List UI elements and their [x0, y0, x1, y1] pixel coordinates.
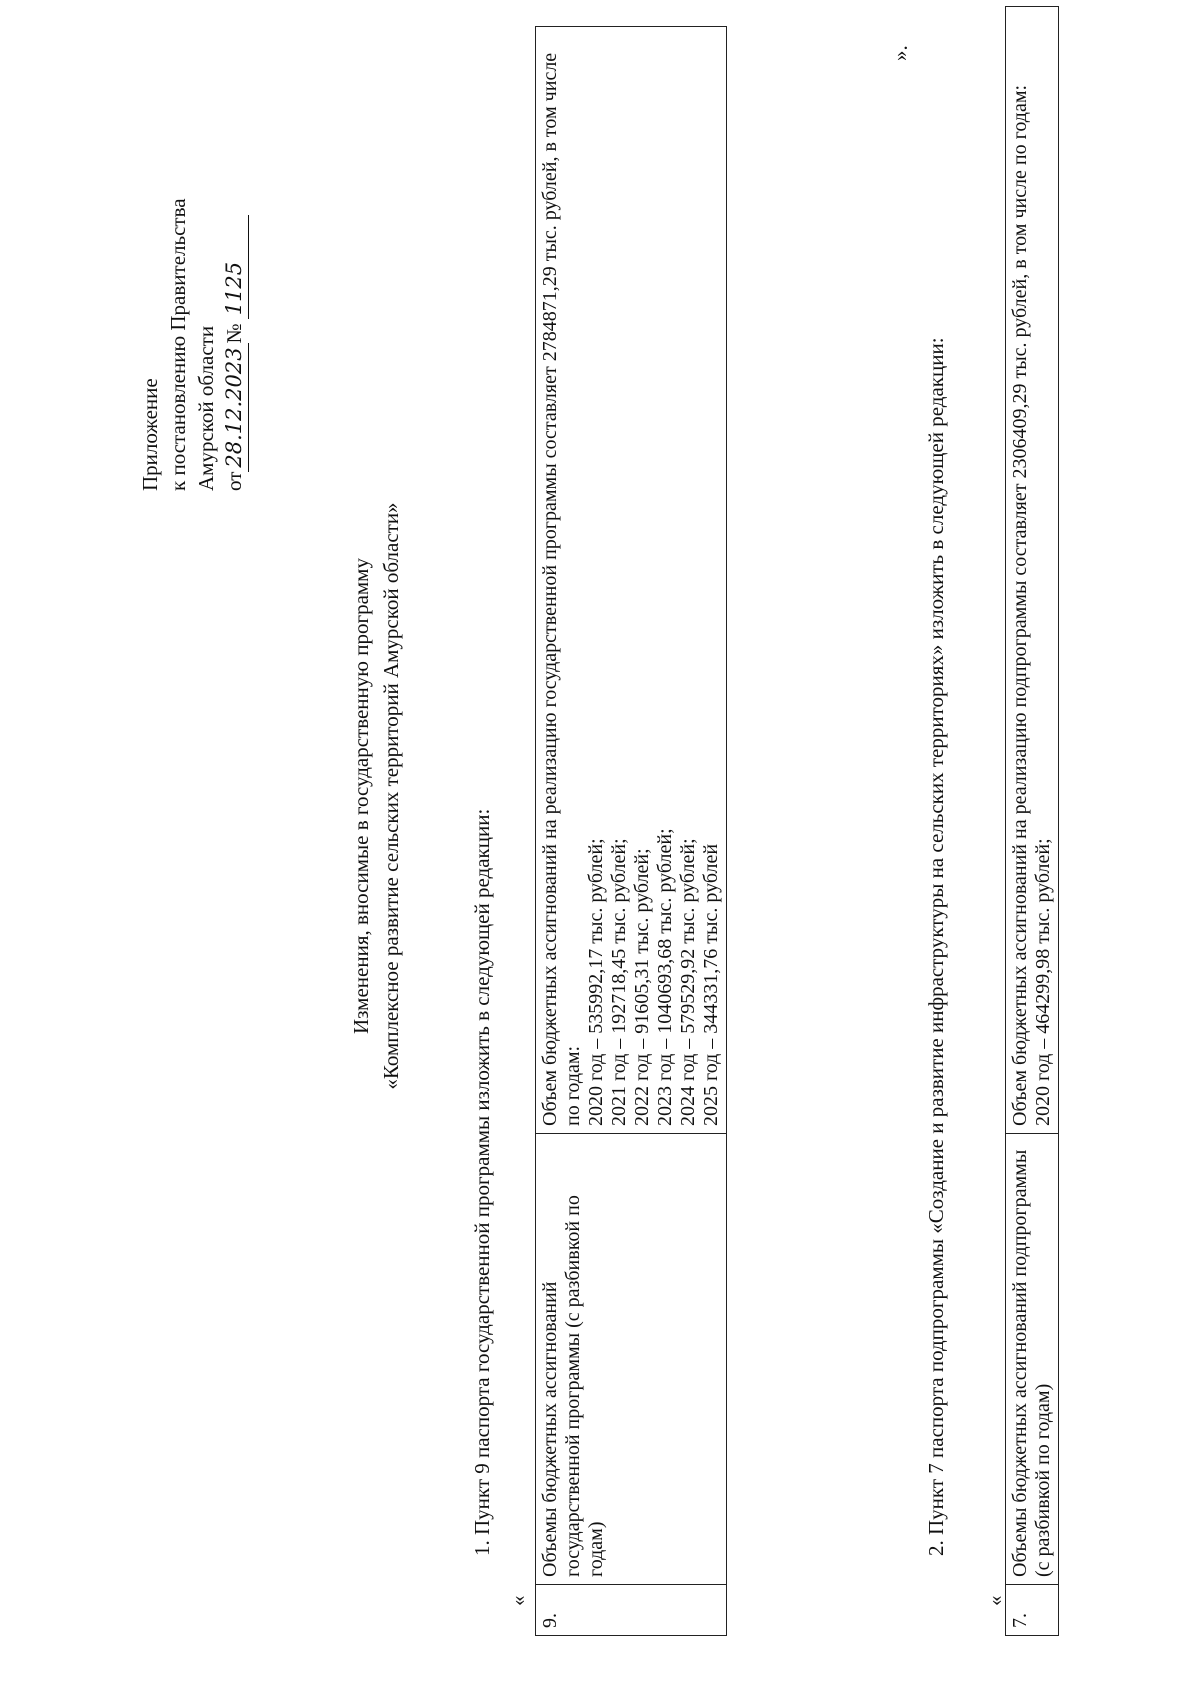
row-number: 7.: [1006, 1585, 1059, 1636]
table-row: [1006, 7, 1059, 1636]
row-value: [1006, 7, 1059, 1134]
section1-intro: 1. Пункт 9 паспорта государственной программы изложить в следующей редакции:: [470, 808, 494, 1556]
row-value: [536, 27, 727, 1134]
year-line: 2025 год – 344331,76 тыс. рублей: [700, 843, 722, 1126]
row-summary: Объем бюджетных ассигнований на реализацию подпрограммы составляет 2306409,29 тыс. рублей, в том числе по годам:: [1009, 84, 1031, 1126]
section1-open-quote: «: [506, 1595, 530, 1606]
title-line-1: Изменения, вносимые в государственную программу: [349, 558, 373, 1034]
section1-table: [535, 26, 727, 1636]
year-line: 2023 год – 1040693,68 тыс. рублей;: [654, 828, 676, 1126]
handwritten-number: 1125: [220, 215, 249, 319]
row-number: 9.: [536, 1585, 727, 1636]
approval-line-2: к постановлению Правительства: [166, 198, 190, 491]
section2-intro: 2. Пункт 7 паспорта подпрограммы «Создание и развитие инфраструктуры на сельских территориях» изложить в следующей редакции:: [924, 337, 948, 1556]
title-line-2: «Комплексное развитие сельских территорий Амурской области»: [379, 502, 403, 1090]
table-row: [536, 27, 727, 1636]
document-title: [346, 416, 406, 1176]
year-line: 2020 год – 464299,98 тыс. рублей;: [1032, 838, 1054, 1126]
row-summary: Объем бюджетных ассигнований на реализацию государственной программы составляет 2784871,29 тыс. рублей, в том числе по годам:: [539, 52, 584, 1126]
handwritten-date: 28.12.2023: [220, 343, 249, 471]
row-label: Объемы бюджетных ассигнований государственной программы (с разбивкой по годам): [536, 1134, 727, 1585]
section2-table: [1005, 6, 1059, 1636]
row-label: Объемы бюджетных ассигнований подпрограммы (с разбивкой по годам): [1006, 1134, 1059, 1585]
section2-open-quote: «: [983, 1595, 1007, 1606]
date-prefix: от: [222, 471, 246, 491]
year-line: 2020 год – 535992,17 тыс. рублей;: [585, 838, 607, 1126]
section1-close-quote: ».: [888, 45, 912, 61]
approval-line-1: Приложение: [138, 378, 162, 491]
approval-block: [136, 198, 249, 491]
number-prefix: №: [222, 323, 246, 344]
year-line: 2021 год – 192718,45 тыс. рублей;: [608, 838, 630, 1126]
year-line: 2022 год – 91605,31 тыс. рублей;: [631, 848, 653, 1126]
approval-date-line: [220, 198, 249, 491]
year-line: 2024 год – 579529,92 тыс. рублей;: [677, 838, 699, 1126]
approval-line-3: Амурской области: [194, 325, 218, 491]
